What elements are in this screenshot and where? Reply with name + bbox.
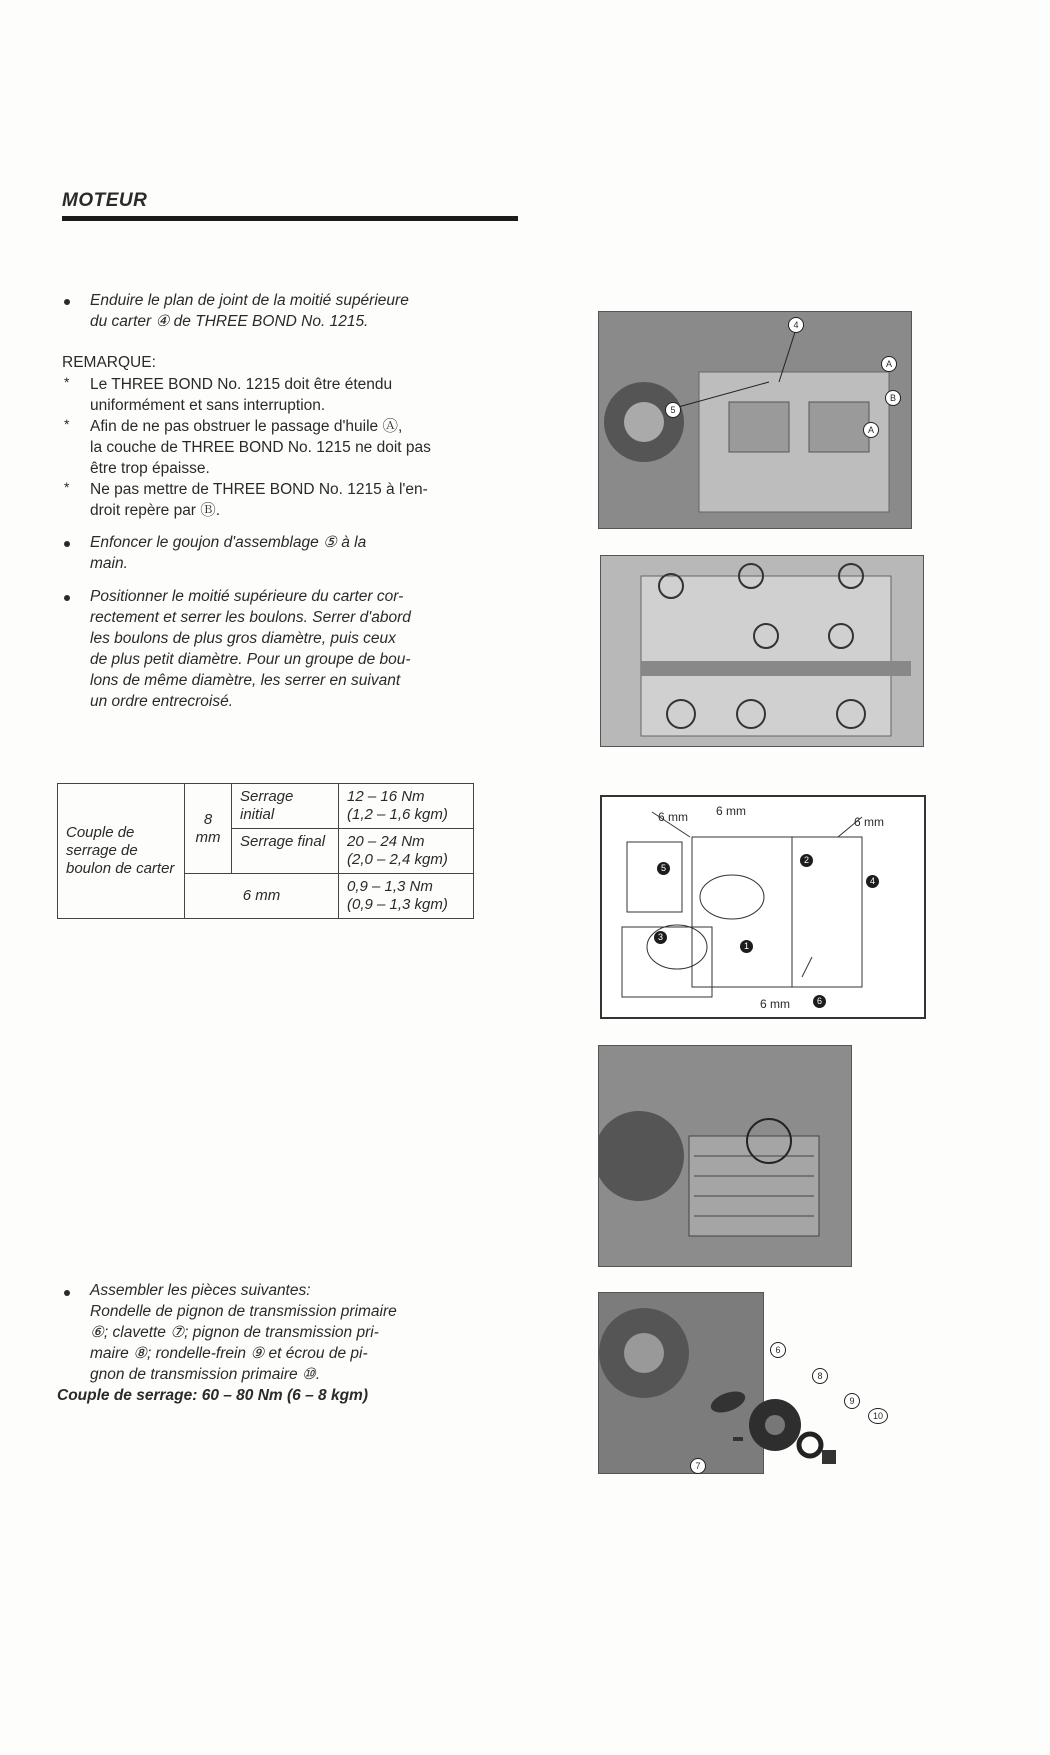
label-6mm: 6 mm [760, 997, 790, 1011]
final-label: Serrage final [232, 829, 339, 874]
sequence-2: 2 [800, 854, 813, 867]
remarque-item-2: Afin de ne pas obstruer le passage d'huile Ⓐ, la couche de THREE BOND No. 1215 ne doit pas être trop épaisse. [90, 418, 431, 477]
callout-4: 4 [788, 317, 804, 333]
bolts-photo-graphic [601, 556, 923, 746]
sequence-4: 4 [866, 875, 879, 888]
remarque-title: REMARQUE: [62, 354, 156, 371]
initial-label: Serrage initial [232, 784, 339, 829]
torque-table [57, 783, 474, 919]
callout-a: A [881, 356, 897, 372]
initial-value: 12 – 16 Nm (1,2 – 1,6 kgm) [339, 784, 474, 829]
engine-photo-graphic [599, 1046, 851, 1266]
sequence-3: 3 [654, 931, 667, 944]
photo-engine-assembly [598, 1045, 852, 1267]
bullet [64, 595, 70, 601]
sequence-6: 6 [813, 995, 826, 1008]
callout-b: B [885, 390, 901, 406]
label-6mm: 6 mm [716, 804, 746, 818]
sequence-5: 5 [657, 862, 670, 875]
step-tighten-bolts: Positionner le moitié supérieure du carter cor- rectement et serrer les boulons. Serrer d'abord les boulons de plus gros diamètre, puis ceux de plus petit diamètre. Pour un groupe de bou- lons de même diamètre, les serrer en suivant un ordre entrecroisé. [90, 588, 411, 710]
size-8mm: 8 mm [185, 784, 232, 874]
crankcase-outline [602, 797, 924, 1017]
photo-crankcase-sealant [598, 311, 912, 529]
callout-9: 9 [844, 1393, 860, 1409]
step-assemble-parts: Assembler les pièces suivantes: Rondelle de pignon de transmission primaire ⑥; clavette ⑦; pignon de transmission pri- maire ⑧; rondelle-frein ⑨ et écrou de pi- gnon de transmission primaire ⑩. [90, 1282, 397, 1383]
callout-7: 7 [690, 1458, 706, 1474]
bolt-sequence-diagram [600, 795, 926, 1019]
tightening-torque: Couple de serrage: 60 – 80 Nm (6 – 8 kgm) [57, 1387, 368, 1404]
size-6mm: 6 mm [185, 874, 339, 919]
crankcase-photo-graphic [599, 312, 911, 528]
star-bullet: * [64, 416, 70, 432]
callout-a-2: A [863, 422, 879, 438]
step-dowel: Enfoncer le goujon d'assemblage ⑤ à la main. [90, 534, 367, 572]
callout-6: 6 [770, 1342, 786, 1358]
section-title: MOTEUR [62, 190, 148, 211]
star-bullet: * [64, 374, 70, 390]
bullet [64, 299, 70, 305]
remarque-item-1: Le THREE BOND No. 1215 doit être étendu uniformément et sans interruption. [90, 376, 393, 414]
remarque-item-3: Ne pas mettre de THREE BOND No. 1215 à l'en- droit repère par Ⓑ. [90, 481, 428, 519]
label-6mm: 6 mm [854, 815, 884, 829]
photo-crankcase-bolts [600, 555, 924, 747]
label-6mm: 6 mm [658, 810, 688, 824]
torque-row-label: Couple de serrage de boulon de carter [58, 784, 185, 919]
header-rule [62, 216, 518, 221]
callout-8: 8 [812, 1368, 828, 1384]
callout-5: 5 [665, 402, 681, 418]
sequence-1: 1 [740, 940, 753, 953]
step-apply-sealant: Enduire le plan de joint de la moitié supérieure du carter ④ de THREE BOND No. 1215. [90, 292, 409, 330]
bullet [64, 1290, 70, 1296]
callout-10: 10 [868, 1408, 888, 1424]
six-value: 0,9 – 1,3 Nm (0,9 – 1,3 kgm) [339, 874, 474, 919]
final-value: 20 – 24 Nm (2,0 – 2,4 kgm) [339, 829, 474, 874]
star-bullet: * [64, 479, 70, 495]
bullet [64, 541, 70, 547]
